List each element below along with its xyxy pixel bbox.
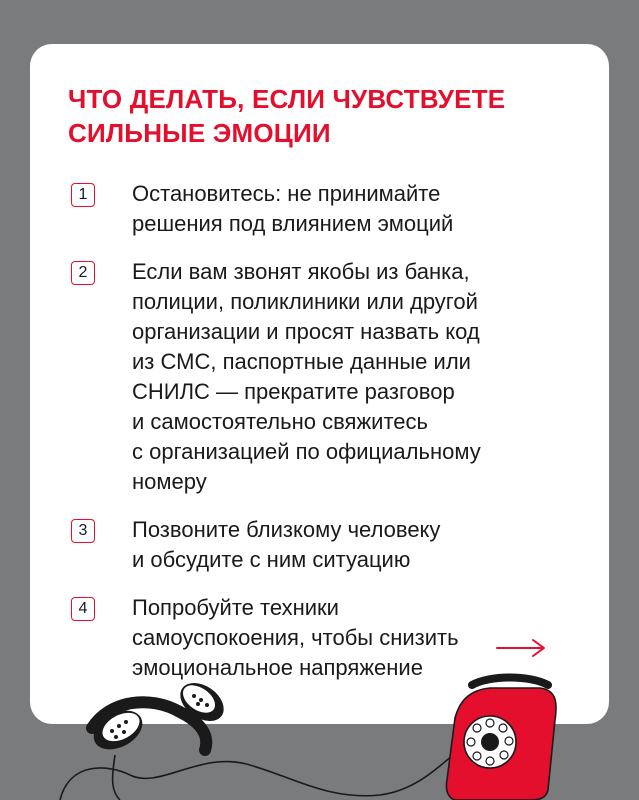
title-line: ЧТО ДЕЛАТЬ, ЕСЛИ ЧУВСТВУЕТЕ: [68, 84, 506, 114]
step-number-badge: 2: [71, 261, 95, 285]
step-text-line: и самостоятельно свяжитесь: [132, 409, 428, 434]
rotary-phone-icon: [446, 678, 556, 800]
step-text-line: номеру: [132, 469, 207, 494]
step-text-line: самоуспокоения, чтобы снизить: [132, 625, 459, 650]
step-text-line: Если вам звонят якобы из банка,: [132, 259, 470, 284]
step-text-line: полиции, поликлиники или другой: [132, 289, 478, 314]
step-text-line: и обсудите с ним ситуацию: [132, 547, 411, 572]
step-text-line: Остановитесь: не принимайте: [132, 181, 441, 206]
telephone-handset-icon: [87, 675, 231, 757]
title-line: СИЛЬНЫЕ ЭМОЦИИ: [68, 118, 331, 148]
step-text-line: Попробуйте техники: [132, 595, 339, 620]
step-number-badge: 1: [71, 183, 95, 207]
step-text-line: с организацией по официальному: [132, 439, 481, 464]
step-text-line: Позвоните близкому человеку: [132, 517, 441, 542]
step-number-badge: 3: [71, 519, 95, 543]
step-text-line: решения под влиянием эмоций: [132, 211, 454, 236]
step-number-badge: 4: [71, 597, 95, 621]
step-text-line: организации и просят назвать код: [132, 319, 480, 344]
step-text-line: СНИЛС — прекратите разговор: [132, 379, 455, 404]
step-text-line: из СМС, паспортные данные или: [132, 349, 471, 374]
step-text-line: эмоциональное напряжение: [132, 655, 423, 680]
